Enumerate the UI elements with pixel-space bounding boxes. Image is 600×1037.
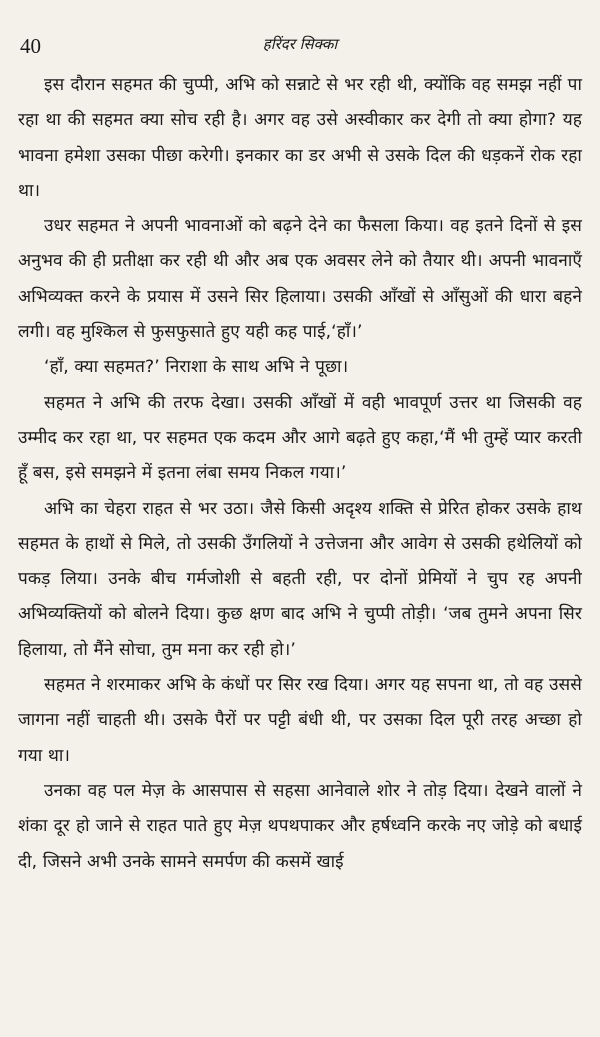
paragraph: इस दौरान सहमत की चुप्पी, अभि को सन्नाटे से भर रही थी, क्योंकि वह समझ नहीं पा रहा था की सहमत क्या सोच रही है। अगर वह उसे अस्वीकार कर देगी तो क्या होगा? यह भावना हमेशा उसका पीछा करेगी। इनकार का डर अभी से उसके दिल की धड़कनें रोक रहा था। [18, 75, 582, 201]
paragraph: सहमत ने शरमाकर अभि के कंधों पर सिर रख दिया। अगर यह सपना था, तो वह उससे जागना नहीं चाहती थी। उसके पैरों पर पट्टी बंधी थी, पर उसका दिल पूरी तरह अच्छा हो गया था। [18, 675, 582, 766]
paragraph: ‘हाँ, क्या सहमत?’ निराशा के साथ अभि ने पूछा। [44, 357, 349, 378]
running-title: हरिंदर सिक्का [262, 35, 338, 53]
page-number: 40 [20, 34, 41, 58]
paragraph: सहमत ने अभि की तरफ देखा। उसकी आँखों में वही भावपूर्ण उत्तर था जिसकी वह उम्मीद कर रहा था, पर सहमत एक कदम और आगे बढ़ते हुए कहा,‘मैं भी तुम्हें प्यार करती हूँ बस, इसे समझने में इतना लंबा समय निकल गया।’ [18, 392, 582, 484]
page-header [18, 0, 582, 68]
paragraph: अभि का चेहरा राहत से भर उठा। जैसे किसी अदृश्य शक्ति से प्रेरित होकर उसके हाथ सहमत के हाथों से मिले, तो उसकी उँगलियों ने उत्तेजना और आवेग से उसकी हथेलियों को पकड़ लिया। उनके बीच गर्मजोशी से बहती रही, पर दोनों प्रेमियों ने चुप रह अपनी अभिव्यक्तियों को बोलने दिया। कुछ क्षण बाद अभि ने चुप्पी तोड़ी। ‘जब तुमने अपना सिर हिलाया, तो मैंने सोचा, तुम मना कर रही हो।’ [18, 498, 582, 660]
paragraph: उनका वह पल मेज़ के आसपास से सहसा आनेवाले शोर ने तोड़ दिया। देखने वालों ने शंका दूर हो जाने से राहत पाते हुए मेज़ थपथपाकर और हर्षध्वनि करके नए जोड़े को बधाई दी, जिसने अभी उनके सामने समर्पण की कसमें खाई [18, 780, 582, 872]
body-text [18, 68, 582, 880]
paragraph: उधर सहमत ने अपनी भावनाओं को बढ़ने देने का फैसला किया। वह इतने दिनों से इस अनुभव की ही प्रतीक्षा कर रही थी और अब एक अवसर लेने को तैयार थी। अपनी भावनाएँ अभिव्यक्त करने के प्रयास में उसने सिर हिलाया। उसकी आँखों से आँसुओं की धारा बहने लगी। वह मुश्किल से फुसफुसाते हुए यही कह पाई,‘हाँ।’ [18, 216, 582, 343]
